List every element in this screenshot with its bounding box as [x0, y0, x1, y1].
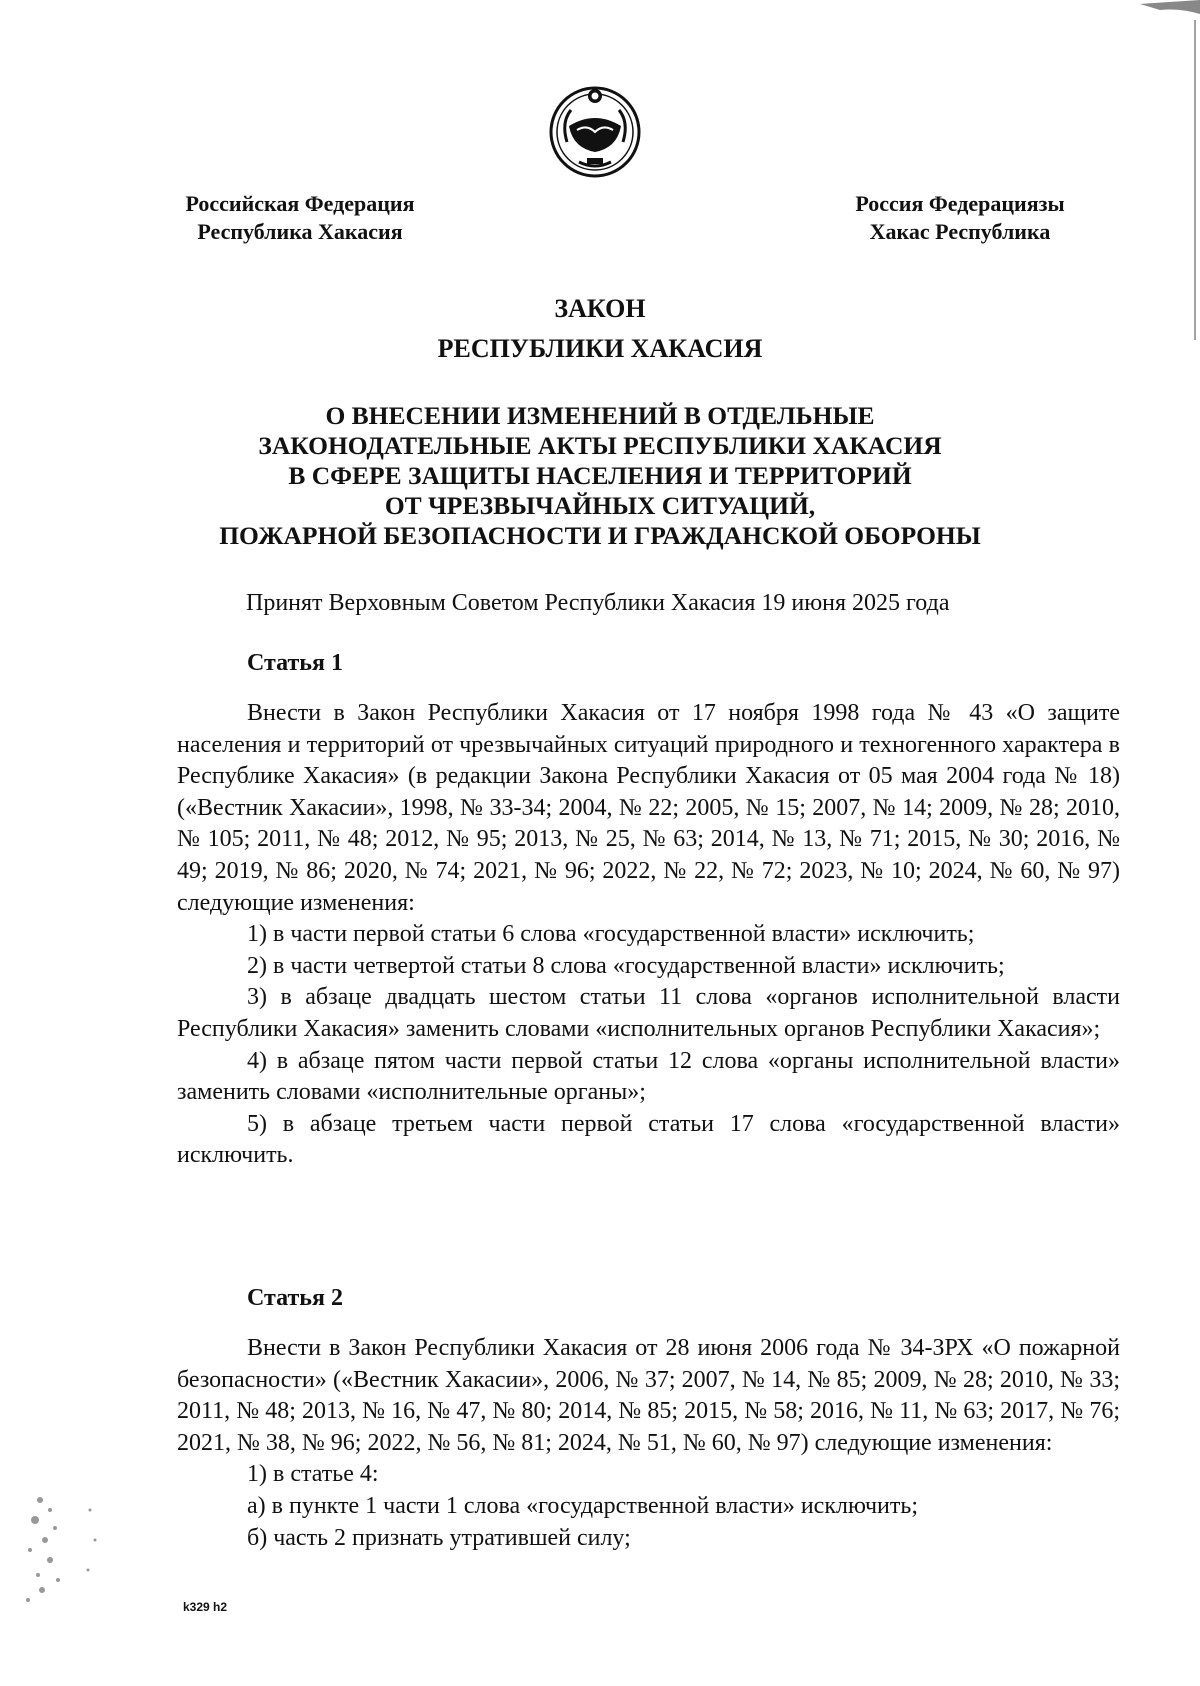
article-2-item: а) в пункте 1 части 1 слова «государственной власти» исключить;	[247, 1492, 918, 1519]
article-1-item: 3) в абзаце двадцать шестом статьи 11 слова «органов исполнительной власти Республики Хакасия» заменить словами «исполнительных органов Республики Хакасия»;	[177, 984, 1120, 1042]
adoption-statement: Принят Верховным Советом Республики Хакасия 19 июня 2025 года	[246, 590, 950, 616]
article-1-item: 1) в части первой статьи 6 слова «государственной власти» исключить;	[247, 921, 975, 948]
header-right	[825, 190, 1095, 246]
article-2-intro: Внести в Закон Республики Хакасия от 28 июня 2006 года № 34-ЗРХ «О пожарной безопасности» («Вестник Хакасии», 2006, № 37; 2007, № 14, № 85; 2009, № 28; 2010, № 33; 2011, № 48; 2013, № 16, № 47, № 80; 2014, № 85; 2015, № 58; 2016, № 11, № 63; 2017, № 76; 2021, № 38, № 96; 2022, № 56, № 81; 2024, № 51, № 60, № 97) следующие изменения:	[177, 1335, 1120, 1456]
header-left-line1: Российская Федерация	[185, 191, 415, 216]
header-left-line2: Республика Хакасия	[197, 219, 403, 244]
law-subject	[150, 401, 1050, 551]
subject-line: В СФЕРЕ ЗАЩИТЫ НАСЕЛЕНИЯ И ТЕРРИТОРИЙ	[288, 461, 912, 490]
article-1-heading: Статья 1	[247, 650, 343, 676]
subject-line: ОТ ЧРЕЗВЫЧАЙНЫХ СИТУАЦИЙ,	[384, 491, 816, 520]
document-code: k329 h2	[183, 1600, 228, 1614]
scan-edge-right	[1188, 20, 1200, 340]
article-1-item: 5) в абзаце третьем части первой статьи 17 слова «государственной власти» исключить.	[177, 1110, 1120, 1169]
title-republic: РЕСПУБЛИКИ ХАКАСИЯ	[437, 334, 763, 363]
header-right-line1: Россия Федерациязы	[855, 191, 1065, 216]
article-1-intro: Внести в Закон Республики Хакасия от 17 ноября 1998 года № 43 «О защите населения и территорий от чрезвычайных ситуаций природного и техногенного характера в Республике Хакасия» (в редакции Закона Республики Хакасия от 05 мая 2004 года № 18) («Вестник Хакасии», 1998, № 33-34; 2004, № 22; 2005, № 15; 2007, № 14; 2009, № 28; 2010, № 105; 2011, № 48; 2012, № 95; 2013, № 25, № 63; 2014, № 13, № 71; 2015, № 30; 2016, № 49; 2019, № 86; 2020, № 74; 2021, № 96; 2022, № 22, № 72; 2023, № 10; 2024, № 60, № 97) следующие изменения:	[177, 700, 1120, 916]
article-2-heading: Статья 2	[247, 1285, 343, 1311]
article-1-body	[177, 698, 1120, 1172]
article-2-item: б) часть 2 признать утратившей силу;	[247, 1524, 631, 1551]
article-2-item: 1) в статье 4:	[247, 1461, 379, 1488]
article-1-item: 4) в абзаце пятом части первой статьи 12 слова «органы исполнительной власти» заменить словами «исполнительные органы»;	[177, 1047, 1120, 1106]
subject-line: ЗАКОНОДАТЕЛЬНЫЕ АКТЫ РЕСПУБЛИКИ ХАКАСИЯ	[258, 431, 942, 460]
article-2-body	[177, 1333, 1120, 1554]
article-1-item: 2) в части четвертой статьи 8 слова «государственной власти» исключить;	[247, 952, 1005, 979]
subject-line: О ВНЕСЕНИИ ИЗМЕНЕНИЙ В ОТДЕЛЬНЫЕ	[325, 401, 875, 430]
header-left	[160, 190, 440, 246]
title-law: ЗАКОН	[554, 294, 646, 323]
coat-of-arms-emblem	[547, 82, 643, 182]
header-right-line2: Хакас Республика	[869, 219, 1051, 244]
subject-line: ПОЖАРНОЙ БЕЗОПАСНОСТИ И ГРАЖДАНСКОЙ ОБОРОНЫ	[219, 521, 981, 550]
scan-artifact-left	[0, 1480, 110, 1640]
